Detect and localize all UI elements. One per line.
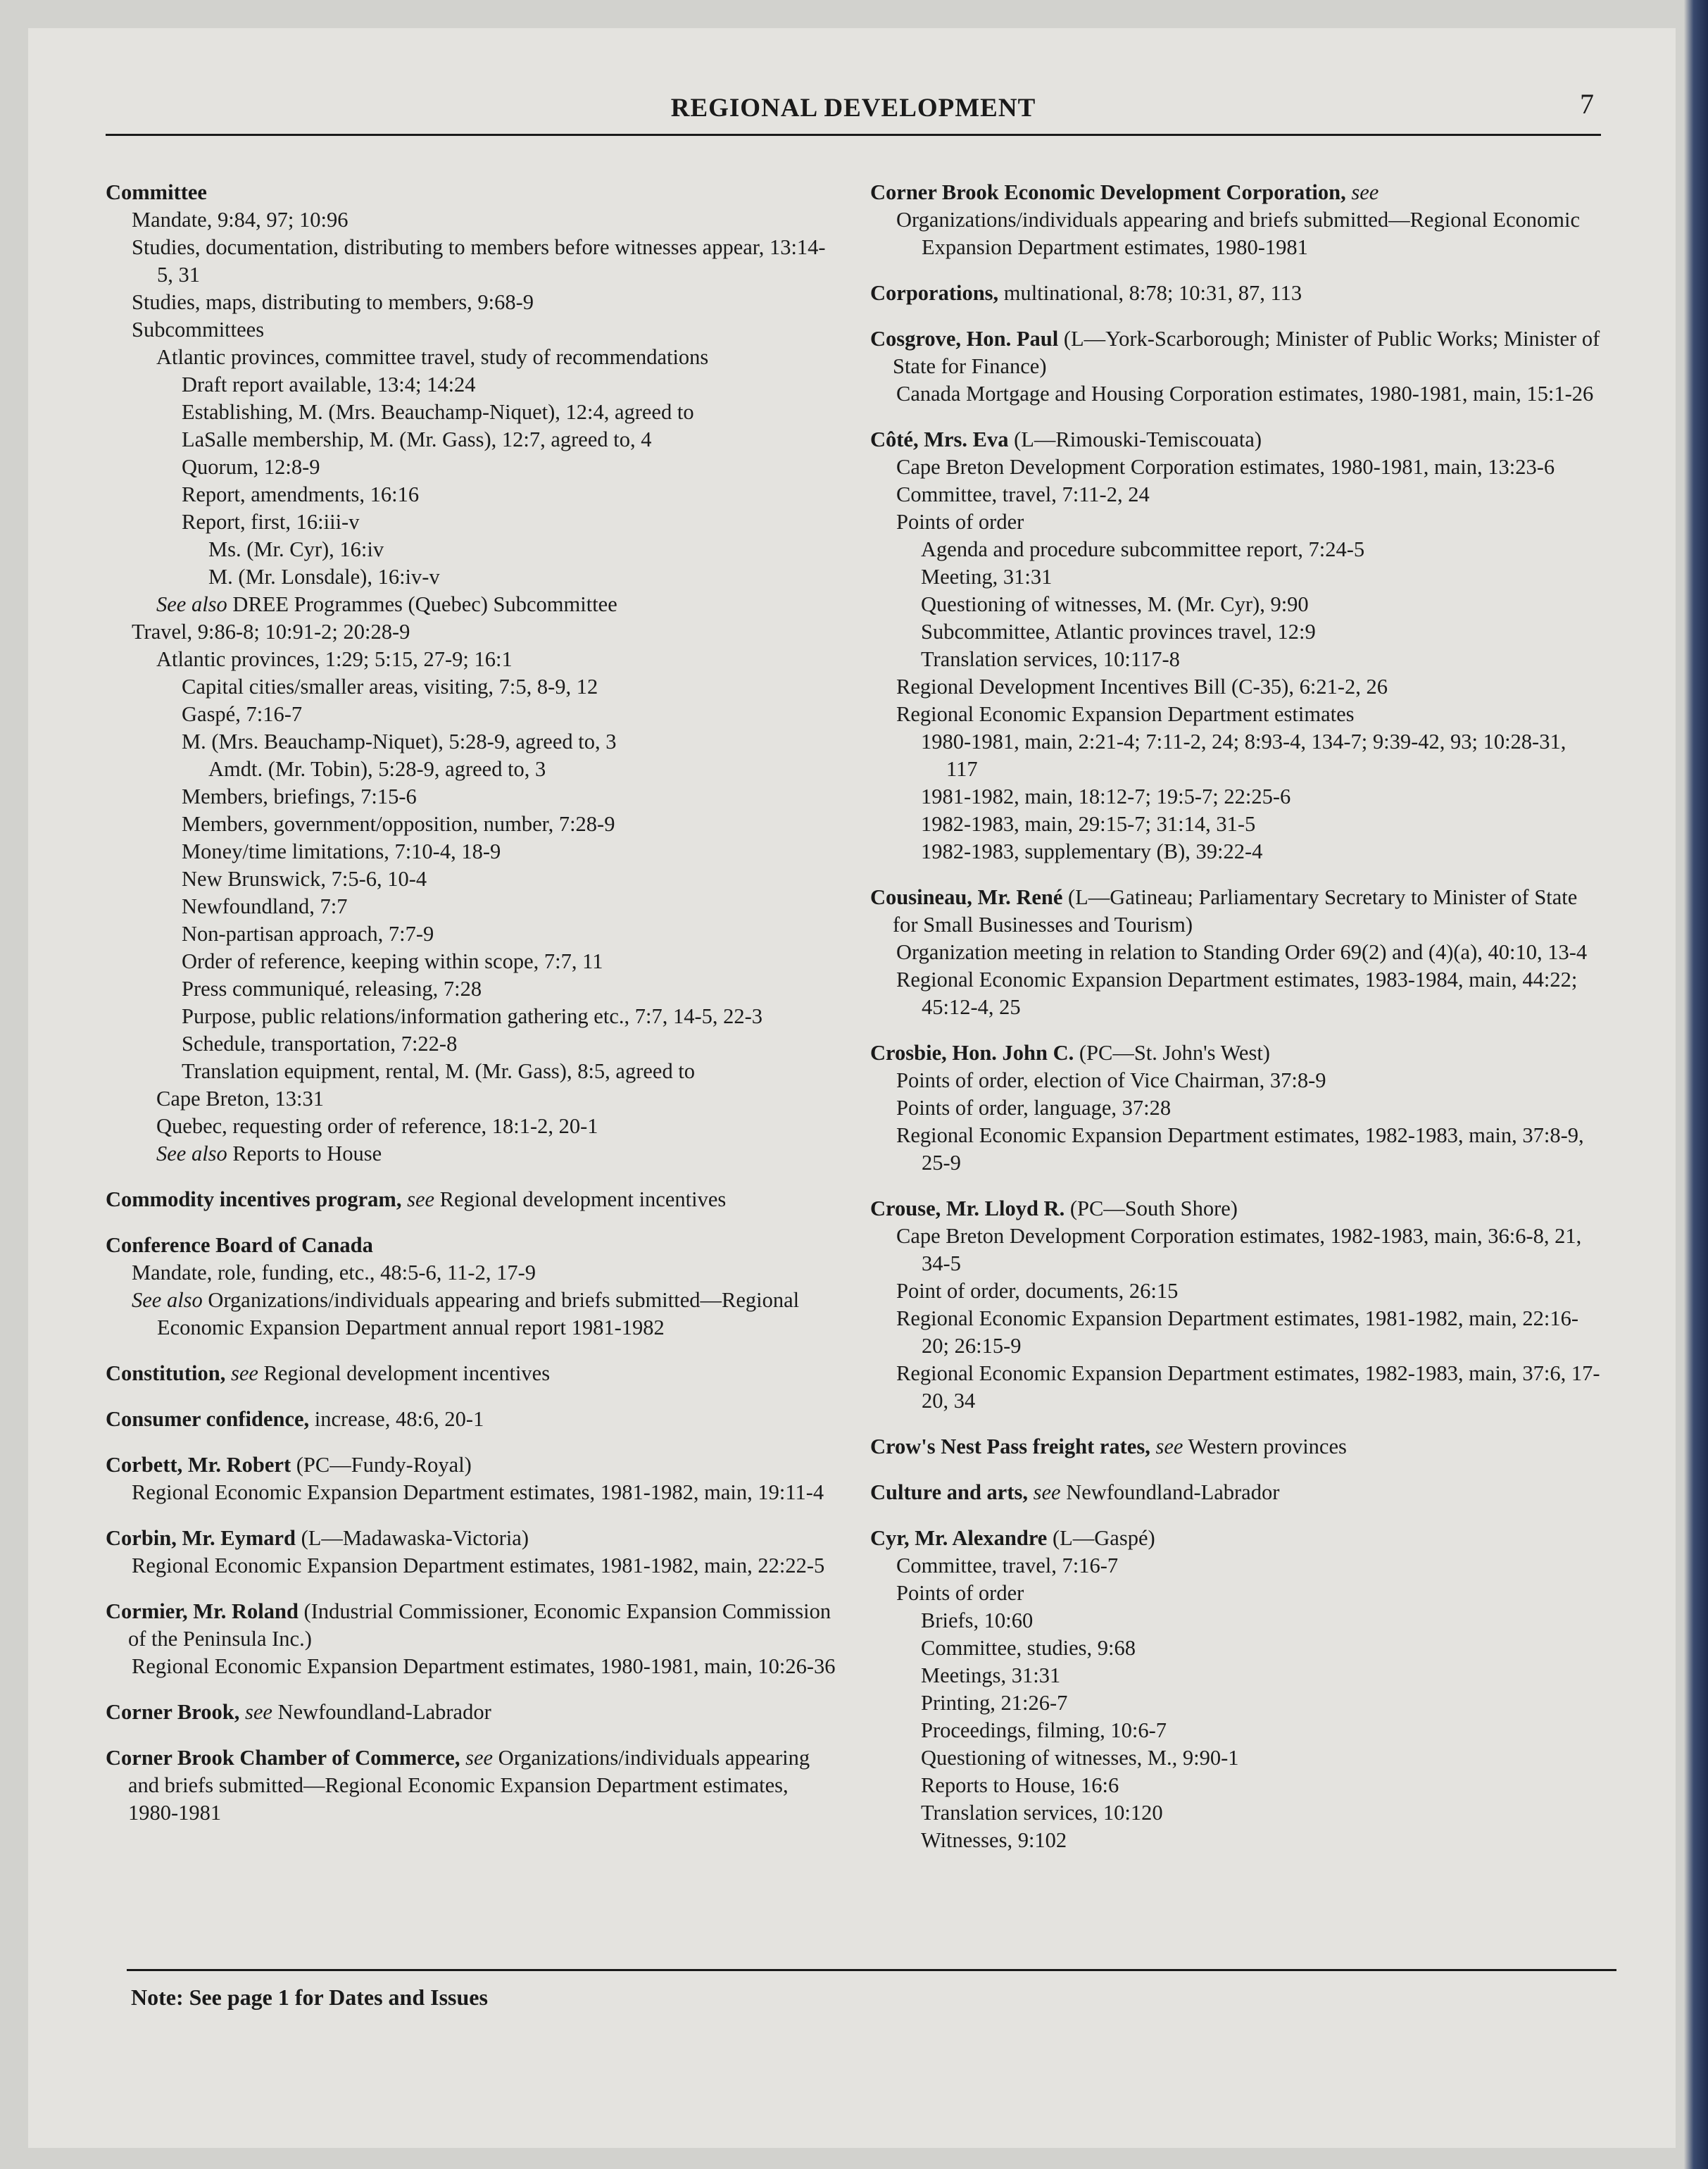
entry-heading-term: Corporations, (870, 281, 999, 305)
entry-heading-term: Corner Brook Economic Development Corporation, (870, 180, 1346, 204)
index-entry (106, 179, 841, 1168)
entry-subheading (921, 1772, 1602, 1799)
subheading-text: Canada Mortgage and Housing Corporation estimates, 1980-1981, main, 15:1-26 (896, 382, 1594, 406)
subheading-text: Regional Economic Expansion Department estimates, 1981-1982, main, 22:16-20; 26:15-9 (896, 1306, 1579, 1358)
subheading-text: Quebec, requesting order of reference, 18:1-2, 20-1 (156, 1114, 598, 1138)
subheading-text: Points of order, language, 37:28 (896, 1096, 1172, 1120)
entry-subheading (156, 344, 841, 371)
entry-heading (870, 1433, 1602, 1461)
entry-heading-term: Crow's Nest Pass freight rates, (870, 1434, 1150, 1458)
see-also-label: See also (132, 1288, 203, 1312)
subheading-text: Agenda and procedure subcommittee report, 7:24-5 (921, 537, 1365, 561)
subheading-text: Witnesses, 9:102 (921, 1828, 1067, 1852)
subheading-text: Meetings, 31:31 (921, 1663, 1061, 1687)
entry-heading-detail: (L—York-Scarborough; Minister of Public Works; Minister of State for Finance) (893, 327, 1600, 378)
index-entry (106, 1744, 841, 1827)
entry-heading-see: see (225, 1361, 258, 1385)
entry-subheading (208, 563, 841, 591)
entry-subheading (921, 838, 1602, 865)
entry-subheading (896, 1223, 1602, 1277)
entry-heading-term: Cormier, Mr. Roland (106, 1599, 299, 1623)
entry-heading-term: Conference Board of Canada (106, 1233, 373, 1257)
subheading-text: Establishing, M. (Mrs. Beauchamp-Niquet), 12:4, agreed to (182, 400, 694, 424)
index-column-left (106, 179, 841, 1845)
entry-subheading (896, 1122, 1602, 1177)
subheading-text: Travel, 9:86-8; 10:91-2; 20:28-9 (132, 620, 410, 644)
subheading-text: Purpose, public relations/information gathering etc., 7:7, 14-5, 22-3 (182, 1004, 763, 1028)
binder-spine (1684, 0, 1708, 2169)
index-entry (870, 884, 1602, 1021)
subheading-text: LaSalle membership, M. (Mr. Gass), 12:7, agreed to, 4 (182, 427, 652, 451)
entry-heading-see: see (1027, 1480, 1061, 1504)
entry-subheading (921, 1717, 1602, 1744)
index-entry (106, 1406, 841, 1433)
page-number: 7 (1580, 88, 1594, 120)
entry-subheading (132, 206, 841, 234)
entry-heading-detail: (PC—St. John's West) (1074, 1041, 1270, 1065)
entry-subheading (132, 1259, 841, 1287)
index-entry (870, 179, 1602, 261)
subheading-text: Cape Breton Development Corporation estimates, 1980-1981, main, 13:23-6 (896, 455, 1555, 479)
entry-heading (870, 1479, 1602, 1506)
entry-subheading (132, 316, 841, 344)
entry-subheading (182, 399, 841, 426)
subheading-text: Mandate, role, funding, etc., 48:5-6, 11-2, 17-9 (132, 1261, 536, 1284)
entry-subheading (208, 536, 841, 563)
subheading-text: Reports to House, 16:6 (921, 1773, 1119, 1797)
subheading-text: Points of order (896, 510, 1024, 534)
entry-heading (870, 1525, 1602, 1552)
subheading-text: Subcommittee, Atlantic provinces travel, 12:9 (921, 620, 1316, 644)
entry-subheading (132, 1552, 841, 1580)
entry-heading (870, 884, 1602, 939)
entry-heading-detail: (PC—South Shore) (1065, 1196, 1238, 1220)
subheading-text: Press communiqué, releasing, 7:28 (182, 977, 482, 1001)
index-entry (870, 1479, 1602, 1506)
subheading-text: Cape Breton, 13:31 (156, 1087, 325, 1111)
subheading-text: Studies, documentation, distributing to members before witnesses appear, 13:14-5, 31 (132, 235, 826, 287)
entry-subheading (182, 1030, 841, 1058)
subheading-text: Regional Economic Expansion Department estimates, 1982-1983, main, 37:6, 17-20, 34 (896, 1361, 1600, 1413)
subheading-text: Committee, travel, 7:16-7 (896, 1554, 1119, 1577)
entry-heading (870, 1039, 1602, 1067)
entry-subheading (132, 1287, 841, 1342)
entry-subheading (156, 1085, 841, 1113)
entry-subheading (921, 1662, 1602, 1689)
subheading-text: Schedule, transportation, 7:22-8 (182, 1032, 458, 1056)
subheading-text: Regional Economic Expansion Department estimates, 1981-1982, main, 19:11-4 (132, 1480, 824, 1504)
subheading-text: Organizations/individuals appearing and briefs submitted—Regional Economic Expansion Department annual report 1981-1982 (157, 1288, 800, 1339)
subheading-text: Amdt. (Mr. Tobin), 5:28-9, agreed to, 3 (208, 757, 546, 781)
entry-subheading (921, 1607, 1602, 1634)
entry-heading (106, 1406, 841, 1433)
entry-heading-term: Corner Brook Chamber of Commerce, (106, 1746, 460, 1770)
subheading-text: Money/time limitations, 7:10-4, 18-9 (182, 839, 501, 863)
entry-subheading (921, 1744, 1602, 1772)
entry-subheading (182, 1058, 841, 1085)
entry-subheading (921, 536, 1602, 563)
index-entry (106, 1186, 841, 1213)
subheading-text: Point of order, documents, 26:15 (896, 1279, 1179, 1303)
see-also-label: See also (156, 1142, 227, 1165)
entry-heading (870, 426, 1602, 454)
subheading-text: Quorum, 12:8-9 (182, 455, 320, 479)
index-entry (106, 1598, 841, 1680)
subheading-text: Newfoundland, 7:7 (182, 894, 348, 918)
entry-heading-term: Crosbie, Hon. John C. (870, 1041, 1074, 1065)
entry-subheading (182, 811, 841, 838)
entry-subheading (921, 1799, 1602, 1827)
index-entry (870, 1433, 1602, 1461)
entry-heading-term: Committee (106, 180, 207, 204)
subheading-text: Regional Development Incentives Bill (C-35), 6:21-2, 26 (896, 675, 1388, 699)
entry-subheading (921, 811, 1602, 838)
entry-heading-detail: increase, 48:6, 20-1 (309, 1407, 484, 1431)
index-entry (106, 1699, 841, 1726)
page-header (106, 83, 1601, 136)
subheading-text: 1980-1981, main, 2:21-4; 7:11-2, 24; 8:93-4, 134-7; 9:39-42, 93; 10:28-31, 117 (921, 730, 1566, 781)
entry-subheading (182, 865, 841, 893)
subheading-text: Draft report available, 13:4; 14:24 (182, 373, 476, 396)
subheading-text: Gaspé, 7:16-7 (182, 702, 303, 726)
page-title: REGIONAL DEVELOPMENT (670, 94, 1036, 123)
subheading-text: Cape Breton Development Corporation estimates, 1982-1983, main, 36:6-8, 21, 34-5 (896, 1224, 1582, 1275)
entry-subheading (896, 1277, 1602, 1305)
index-column-right (870, 179, 1602, 1873)
entry-subheading (156, 591, 841, 618)
index-entry (106, 1451, 841, 1506)
entry-subheading (896, 508, 1602, 536)
entry-heading-term: Corner Brook, (106, 1700, 240, 1724)
footer-note: Note: See page 1 for Dates and Issues (131, 1984, 488, 2010)
entry-heading-detail: Newfoundland-Labrador (272, 1700, 491, 1724)
entry-heading (870, 179, 1602, 206)
entry-subheading (182, 838, 841, 865)
entry-subheading (182, 701, 841, 728)
entry-subheading (921, 783, 1602, 811)
entry-subheading (182, 481, 841, 508)
entry-heading-term: Culture and arts, (870, 1480, 1028, 1504)
entry-subheading (921, 728, 1602, 783)
subheading-text: Non-partisan approach, 7:7-9 (182, 922, 434, 946)
entry-heading-detail: (L—Gatineau; Parliamentary Secretary to Minister of State for Small Businesses and Tourism) (893, 885, 1578, 937)
index-entry (870, 1525, 1602, 1854)
entry-heading-term: Cousineau, Mr. René (870, 885, 1063, 909)
subheading-text: Atlantic provinces, committee travel, study of recommendations (156, 345, 709, 369)
entry-heading-term: Corbett, Mr. Robert (106, 1453, 291, 1477)
entry-heading (106, 1232, 841, 1259)
entry-heading (106, 1744, 841, 1827)
entry-heading-detail: (PC—Fundy-Royal) (291, 1453, 472, 1477)
entry-subheading (182, 454, 841, 481)
subheading-text: Organization meeting in relation to Standing Order 69(2) and (4)(a), 40:10, 13-4 (896, 940, 1588, 964)
entry-subheading (921, 1827, 1602, 1854)
entry-subheading (896, 1067, 1602, 1094)
entry-heading-term: Cosgrove, Hon. Paul (870, 327, 1059, 351)
entry-subheading (182, 673, 841, 701)
entry-subheading (182, 920, 841, 948)
subheading-text: Organizations/individuals appearing and briefs submitted—Regional Economic Expansion Department estimates, 1980-1981 (896, 208, 1580, 259)
entry-subheading (896, 206, 1602, 261)
entry-subheading (182, 783, 841, 811)
subheading-text: Proceedings, filming, 10:6-7 (921, 1718, 1167, 1742)
entry-heading (870, 1195, 1602, 1223)
entry-heading-term: Crouse, Mr. Lloyd R. (870, 1196, 1065, 1220)
entry-heading-detail: Organizations/individuals appearing and briefs submitted—Regional Economic Expansion Department estimates, 1980-1981 (128, 1746, 810, 1825)
subheading-text: Members, government/opposition, number, 7:28-9 (182, 812, 615, 836)
entry-subheading (182, 893, 841, 920)
entry-heading-detail: multinational, 8:78; 10:31, 87, 113 (998, 281, 1302, 305)
entry-heading-term: Côté, Mrs. Eva (870, 427, 1009, 451)
subheading-text: Translation services, 10:117-8 (921, 647, 1180, 671)
entry-heading-detail: (L—Rimouski-Temiscouata) (1008, 427, 1262, 451)
subheading-text: Report, amendments, 16:16 (182, 482, 420, 506)
entry-subheading (896, 380, 1602, 408)
entry-subheading (921, 1689, 1602, 1717)
subheading-text: Regional Economic Expansion Department estimates, 1981-1982, main, 22:22-5 (132, 1554, 825, 1577)
entry-heading-detail: Western provinces (1183, 1434, 1347, 1458)
entry-subheading (132, 1653, 841, 1680)
entry-heading-term: Cyr, Mr. Alexandre (870, 1526, 1048, 1550)
subheading-text: 1982-1983, main, 29:15-7; 31:14, 31-5 (921, 812, 1256, 836)
entry-heading-see: see (1345, 180, 1379, 204)
entry-subheading (182, 1003, 841, 1030)
entry-heading-see: see (239, 1700, 272, 1724)
index-entry (870, 426, 1602, 865)
entry-heading-detail: Newfoundland-Labrador (1060, 1480, 1280, 1504)
entry-heading-term: Commodity incentives program, (106, 1187, 402, 1211)
subheading-text: Regional Economic Expansion Department estimates, 1980-1981, main, 10:26-36 (132, 1654, 836, 1678)
entry-subheading (896, 1094, 1602, 1122)
entry-heading-detail: (Industrial Commissioner, Economic Expansion Commission of the Peninsula Inc.) (128, 1599, 831, 1651)
subheading-text: Members, briefings, 7:15-6 (182, 785, 417, 808)
index-entry (870, 325, 1602, 408)
entry-subheading (921, 591, 1602, 618)
entry-heading-see: see (460, 1746, 494, 1770)
entry-heading-detail: Regional development incentives (258, 1361, 551, 1385)
entry-subheading (921, 618, 1602, 646)
subheading-text: Subcommittees (132, 318, 265, 342)
entry-heading (106, 1451, 841, 1479)
subheading-text: Regional Economic Expansion Department estimates, 1983-1984, main, 44:22; 45:12-4, 25 (896, 968, 1578, 1019)
subheading-text: Translation services, 10:120 (921, 1801, 1163, 1825)
subheading-text: Translation equipment, rental, M. (Mr. Gass), 8:5, agreed to (182, 1059, 696, 1083)
subheading-text: Report, first, 16:iii-v (182, 510, 360, 534)
entry-subheading (896, 1580, 1602, 1607)
entry-subheading (156, 1140, 841, 1168)
entry-subheading (132, 1479, 841, 1506)
subheading-text: Questioning of witnesses, M. (Mr. Cyr), 9:90 (921, 592, 1309, 616)
entry-subheading (896, 481, 1602, 508)
entry-heading (106, 179, 841, 206)
entry-heading-term: Constitution, (106, 1361, 226, 1385)
entry-subheading (182, 371, 841, 399)
subheading-text: 1982-1983, supplementary (B), 39:22-4 (921, 839, 1263, 863)
entry-heading-term: Consumer confidence, (106, 1407, 310, 1431)
subheading-text: Regional Economic Expansion Department estimates, 1982-1983, main, 37:8-9, 25-9 (896, 1123, 1584, 1175)
see-also-label: See also (156, 592, 227, 616)
subheading-text: Studies, maps, distributing to members, 9:68-9 (132, 290, 534, 314)
entry-heading (870, 325, 1602, 380)
entry-heading (106, 1186, 841, 1213)
subheading-text: Mandate, 9:84, 97; 10:96 (132, 208, 348, 232)
subheading-text: Order of reference, keeping within scope, 7:7, 11 (182, 949, 603, 973)
footer-rule (127, 1969, 1616, 1971)
subheading-text: Regional Economic Expansion Department estimates (896, 702, 1355, 726)
entry-subheading (156, 646, 841, 673)
entry-subheading (208, 756, 841, 783)
subheading-text: M. (Mrs. Beauchamp-Niquet), 5:28-9, agreed to, 3 (182, 730, 617, 754)
entry-heading-term: Corbin, Mr. Eymard (106, 1526, 296, 1550)
entry-heading (106, 1598, 841, 1653)
subheading-text: DREE Programmes (Quebec) Subcommittee (227, 592, 617, 616)
entry-subheading (921, 646, 1602, 673)
entry-heading (106, 1699, 841, 1726)
index-entry (870, 280, 1602, 307)
subheading-text: Reports to House (227, 1142, 382, 1165)
subheading-text: Briefs, 10:60 (921, 1608, 1034, 1632)
index-entry (106, 1525, 841, 1580)
entry-heading (870, 280, 1602, 307)
entry-heading (106, 1360, 841, 1387)
subheading-text: Points of order, election of Vice Chairman, 37:8-9 (896, 1068, 1326, 1092)
subheading-text: Committee, studies, 9:68 (921, 1636, 1136, 1660)
entry-subheading (182, 508, 841, 536)
entry-subheading (896, 1360, 1602, 1415)
entry-subheading (896, 939, 1602, 966)
entry-subheading (182, 948, 841, 975)
subheading-text: Ms. (Mr. Cyr), 16:iv (208, 537, 384, 561)
entry-subheading (896, 673, 1602, 701)
index-entry (106, 1232, 841, 1342)
entry-subheading (132, 618, 841, 646)
entry-heading-detail: (L—Madawaska-Victoria) (296, 1526, 529, 1550)
subheading-text: Points of order (896, 1581, 1024, 1605)
entry-subheading (896, 701, 1602, 728)
entry-subheading (182, 426, 841, 454)
entry-subheading (896, 454, 1602, 481)
subheading-text: Capital cities/smaller areas, visiting, 7:5, 8-9, 12 (182, 675, 598, 699)
index-entry (870, 1039, 1602, 1177)
entry-subheading (921, 1634, 1602, 1662)
entry-subheading (921, 563, 1602, 591)
subheading-text: Printing, 21:26-7 (921, 1691, 1068, 1715)
subheading-text: 1981-1982, main, 18:12-7; 19:5-7; 22:25-6 (921, 785, 1291, 808)
entry-subheading (896, 1305, 1602, 1360)
entry-heading (106, 1525, 841, 1552)
subheading-text: New Brunswick, 7:5-6, 10-4 (182, 867, 427, 891)
entry-subheading (132, 234, 841, 289)
subheading-text: Questioning of witnesses, M., 9:90-1 (921, 1746, 1239, 1770)
index-entry (870, 1195, 1602, 1415)
entry-heading-see: see (1150, 1434, 1183, 1458)
subheading-text: Meeting, 31:31 (921, 565, 1053, 589)
entry-subheading (896, 1552, 1602, 1580)
subheading-text: M. (Mr. Lonsdale), 16:iv-v (208, 565, 440, 589)
entry-subheading (156, 1113, 841, 1140)
index-entry (106, 1360, 841, 1387)
entry-heading-detail: (L—Gaspé) (1047, 1526, 1155, 1550)
entry-subheading (896, 966, 1602, 1021)
subheading-text: Atlantic provinces, 1:29; 5:15, 27-9; 16:1 (156, 647, 513, 671)
entry-subheading (182, 975, 841, 1003)
entry-heading-detail: Regional development incentives (434, 1187, 727, 1211)
entry-subheading (182, 728, 841, 756)
subheading-text: Committee, travel, 7:11-2, 24 (896, 482, 1150, 506)
entry-heading-see: see (401, 1187, 435, 1211)
entry-subheading (132, 289, 841, 316)
